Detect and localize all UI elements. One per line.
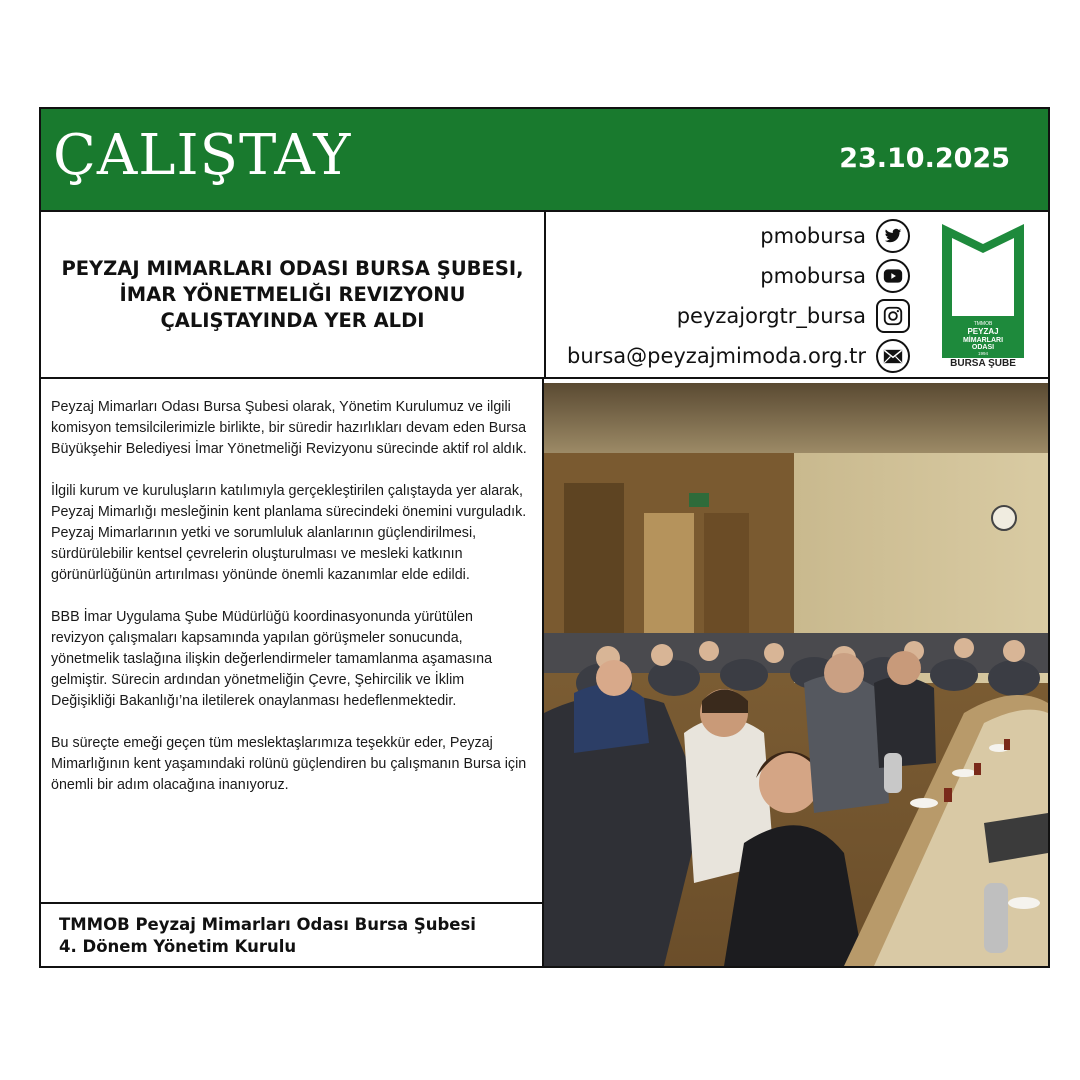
- contact-instagram[interactable]: [677, 298, 910, 334]
- chamber-logo: [940, 222, 1026, 372]
- signature-line-1: TMMOB Peyzaj Mimarları Odası Bursa Şubesi: [59, 915, 476, 934]
- article-body: [41, 379, 544, 904]
- logo-line-3: ODASI: [971, 344, 995, 351]
- event-date: 23.10.2025: [839, 143, 1010, 174]
- mail-icon[interactable]: [876, 339, 910, 373]
- page-title: ÇALIŞTAY: [53, 123, 352, 188]
- headline-box: [41, 212, 546, 379]
- contact-email[interactable]: [567, 338, 910, 374]
- logo-emblem-icon: [940, 222, 1026, 358]
- logo-line-2: MİMARLARI: [962, 337, 1004, 344]
- signature-line-2: 4. Dönem Yönetim Kurulu: [59, 937, 297, 956]
- youtube-icon[interactable]: [876, 259, 910, 293]
- signature: [59, 914, 476, 958]
- logo-top-text: TMMOB: [973, 321, 993, 327]
- youtube-handle[interactable]: pmobursa: [760, 264, 866, 288]
- twitter-handle[interactable]: pmobursa: [760, 224, 866, 248]
- paragraph-4: Bu süreçte emeği geçen tüm meslektaşlarımıza teşekkür eder, Peyzaj Mimarlığının kent yaşamındaki rolünü güçlendiren bu çalışmanın Bursa için önemli bir adım olacağına inanıyoruz.: [51, 735, 527, 793]
- headline: PEYZAJ MIMARLARI ODASI BURSA ŞUBESI, İMAR YÖNETMELIĞI REVIZYONU ÇALIŞTAYINDA YER ALDI: [61, 256, 524, 332]
- twitter-icon[interactable]: [876, 219, 910, 253]
- signature-box: [41, 904, 544, 966]
- contact-youtube[interactable]: [760, 258, 910, 294]
- paragraph-2: İlgili kurum ve kuruluşların katılımıyla gerçekleştirilen çalıştayda yer alarak, Peyzaj Mimarlığı mesleğinin kent planlama sürecindeki önemini vurguladık. Peyzaj Mimarlarının yetki ve sorumluluk alanlarının güçlendirilmesi, sürdürülebilir kentsel çevrelerin oluşturulması ve mesleki katkının görünürlüğünün artırılması yönünde önemli kazanımlar elde edildi.: [51, 483, 527, 583]
- logo-line-4: 1994: [977, 351, 989, 356]
- instagram-handle[interactable]: peyzajorgtr_bursa: [676, 304, 866, 328]
- instagram-icon[interactable]: [876, 299, 910, 333]
- paragraph-3: BBB İmar Uygulama Şube Müdürlüğü koordinasyonunda yürütülen revizyon çalışmaları kapsamında yapılan görüşmeler sonucunda, yönetmelik taslağına ilişkin değerlendirmeler tamamlanma aşamasına gelmiştir. Sürecin ardından yönetmeliğin Çevre, Şehircilik ve İklim Değişikliği Bakanlığı’na iletilerek onaylanması hedeflenmektedir.: [51, 609, 493, 709]
- logo-line-1: PEYZAJ: [967, 327, 999, 336]
- header-bar: [41, 109, 1048, 212]
- contact-panel: [546, 212, 1048, 379]
- contact-twitter[interactable]: [760, 218, 910, 254]
- article-text: [51, 397, 529, 817]
- email-address[interactable]: bursa@peyzajmimoda.org.tr: [567, 344, 866, 368]
- event-photo: [544, 383, 1048, 966]
- post-card: [39, 107, 1050, 968]
- logo-caption: BURSA ŞUBE: [950, 358, 1016, 369]
- paragraph-1: Peyzaj Mimarları Odası Bursa Şubesi olarak, Yönetim Kurulumuz ve ilgili komisyon temsilcilerimizle birlikte, bir süredir hazırlıkları devam eden Bursa Büyükşehir Belediyesi İmar Yönetmeliği Revizyonu sürecinde aktif rol aldık.: [51, 399, 527, 457]
- workshop-photo-image: [544, 383, 1048, 966]
